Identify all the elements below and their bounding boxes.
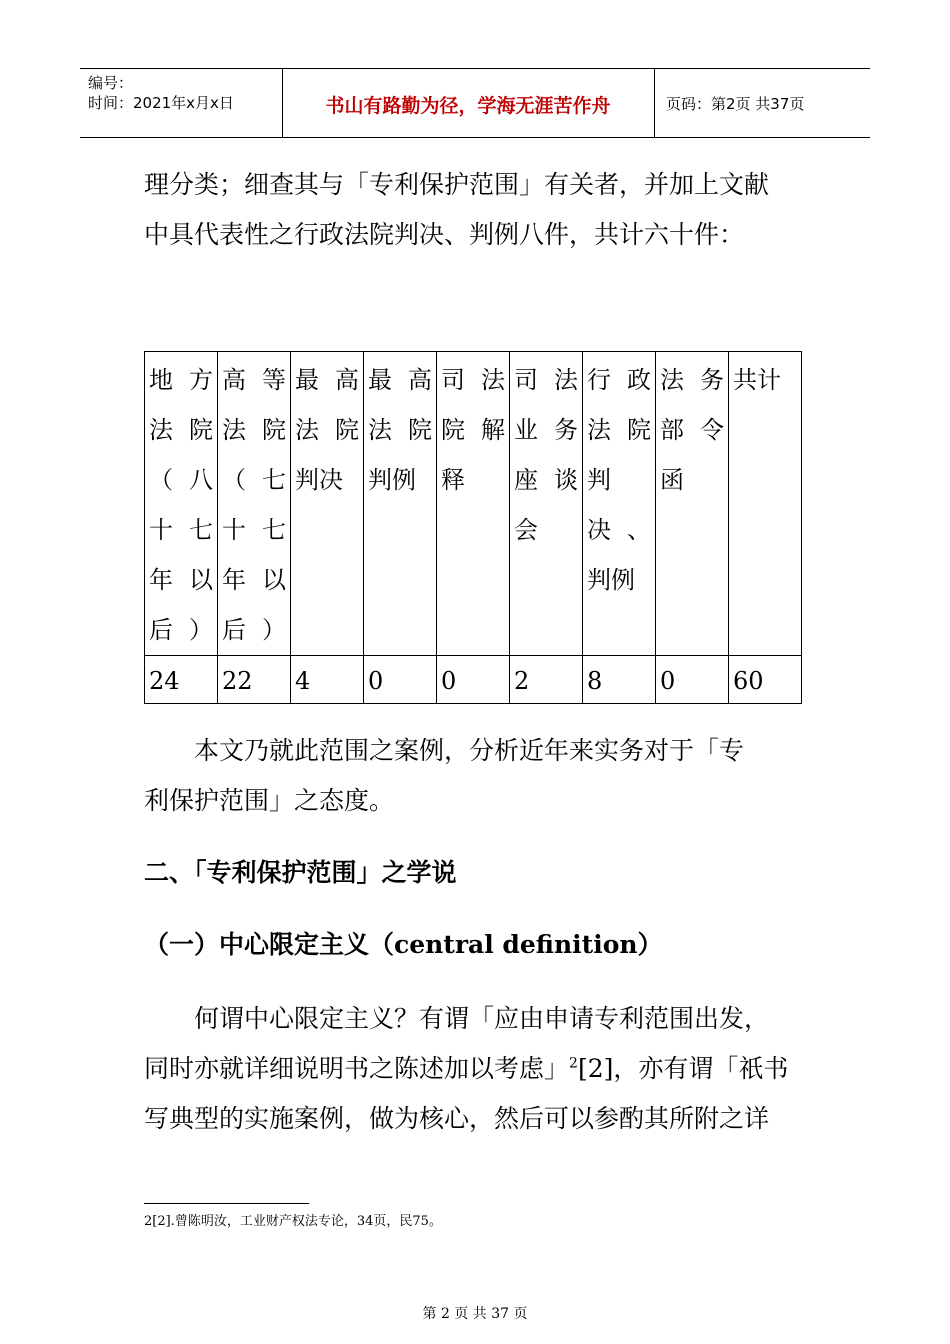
table-value-cell: 22 [222, 667, 253, 695]
table-header-cell: 共计 [733, 366, 781, 394]
body-line [144, 1044, 788, 1094]
header-motto: 书山有路勤为径，学海无涯苦作舟 [325, 95, 611, 117]
table-value-cell: 0 [660, 667, 676, 695]
doc-time-label: 时间：2021年x月x日 [88, 94, 234, 112]
header-meta [88, 73, 234, 113]
subsection-heading: （一）中心限定主义（central definition） [144, 930, 663, 959]
body-line: 利保护范围」之态度。 [144, 786, 395, 815]
table-header-cell: 最高法院判决 [295, 366, 359, 494]
table-header-cell: 司法业务座谈会 [514, 366, 578, 544]
footnote-divider [144, 1203, 309, 1204]
header-divider [654, 69, 655, 137]
table-value-cell: 24 [149, 667, 180, 695]
body-line: 写典型的实施案例，做为核心，然后可以参酌其所附之详 [144, 1104, 770, 1133]
table-header-cell: 行政法院判决、判例 [587, 366, 651, 594]
body-text: 同时亦就详细说明书之陈述加以考虑」 [144, 1054, 570, 1083]
body-line: 中具代表性之行政法院判决、判例八件，共计六十件： [144, 220, 745, 249]
header-page-info: 页码：第2页 共37页 [666, 95, 805, 113]
body-line: 何谓中心限定主义？有谓「应由申请专利范围出发， [144, 1004, 770, 1033]
table-header-cell: 地方法院（八十七年以后） [149, 366, 213, 644]
table-value-cell: 0 [441, 667, 457, 695]
table-header-row [145, 352, 802, 656]
body-line: 本文乃就此范围之案例，分析近年来实务对于「专 [144, 736, 745, 765]
footnote-ref[interactable]: 2 [569, 1055, 578, 1072]
table-row [145, 656, 802, 704]
doc-number-label: 编号： [88, 74, 134, 92]
table-value-cell: 2 [514, 667, 530, 695]
table-header-cell: 法务部令函 [660, 366, 724, 494]
table-value-cell: 8 [587, 667, 603, 695]
body-text: [2]，亦有谓「祇书 [577, 1054, 789, 1083]
case-statistics-table [144, 351, 802, 704]
body-line: 理分类；细查其与「专利保护范围」有关者，并加上文献 [144, 170, 770, 199]
page-number: 第 2 页 共 37 页 [422, 1306, 528, 1322]
page-header [80, 68, 870, 138]
table-header-cell: 最高法院判例 [368, 366, 432, 494]
table-value-cell: 4 [295, 667, 311, 695]
table-header-cell: 司法院解释 [441, 366, 505, 494]
section-heading: 二、「专利保护范围」之学说 [144, 858, 457, 887]
footnote: 2[2].曾陈明汝，工业财产权法专论，34页，民75。 [144, 1214, 442, 1229]
table-value-cell: 60 [733, 667, 764, 695]
table-header-cell: 高等法院（七十七年以后） [222, 366, 286, 644]
table-value-cell: 0 [368, 667, 384, 695]
